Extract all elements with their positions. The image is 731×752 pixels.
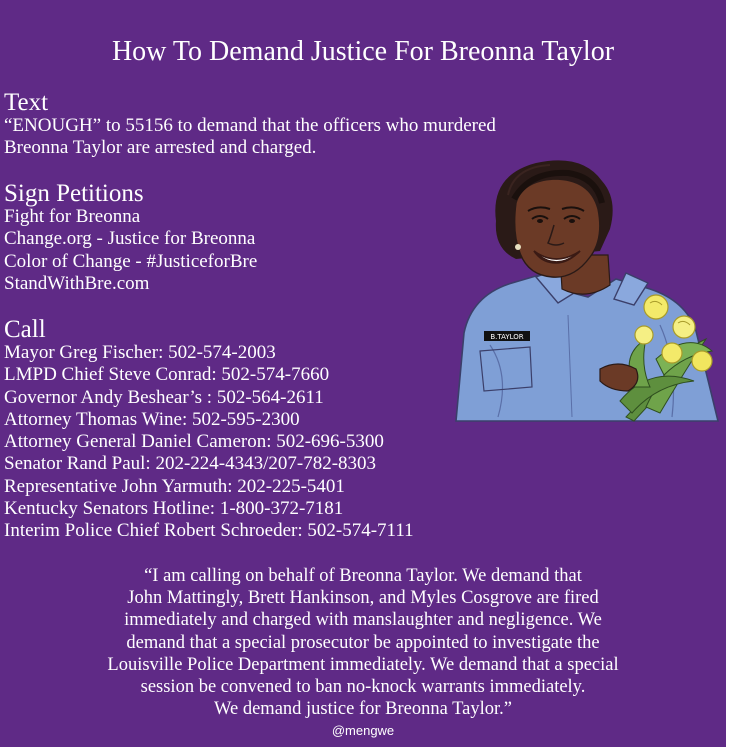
author-handle: @mengwe [331, 723, 395, 738]
petitions-heading: Sign Petitions [4, 180, 144, 207]
quote-line: We demand justice for Breonna Taylor.” [214, 699, 512, 720]
call-item: LMPD Chief Steve Conrad: 502-574-7660 [4, 364, 330, 386]
quote-line: John Mattingly, Brett Hankinson, and Myles Cosgrove are fired [127, 588, 599, 609]
petition-item: Change.org - Justice for Breonna [4, 228, 256, 250]
call-script-quote [0, 565, 726, 720]
quote-line: Louisville Police Department immediately. We demand that a special [107, 654, 619, 675]
quote-line: “I am calling on behalf of Breonna Taylor. We demand that [144, 566, 582, 586]
breonna-taylor-portrait [450, 155, 725, 427]
quote-line: demand that a special prosecutor be appointed to investigate the [126, 632, 600, 653]
call-item: Attorney Thomas Wine: 502-595-2300 [4, 408, 300, 430]
quote-line: session be convened to ban no-knock warrants immediately. [140, 677, 586, 698]
text-instruction-line: Breonna Taylor are arrested and charged. [4, 137, 317, 159]
text-instruction-line: “ENOUGH” to 55156 to demand that the officers who murdered [4, 115, 496, 136]
call-item: Attorney General Daniel Cameron: 502-696-5300 [4, 431, 384, 453]
call-heading: Call [4, 316, 46, 343]
petition-item: Color of Change - #JusticeforBre [4, 250, 258, 272]
page-title: How To Demand Justice For Breonna Taylor [111, 36, 615, 67]
text-section-heading: Text [4, 89, 49, 116]
call-item: Mayor Greg Fischer: 502-574-2003 [4, 342, 276, 363]
text-section [4, 91, 496, 160]
petitions-section [4, 182, 257, 295]
petition-item: Fight for Breonna [4, 206, 141, 227]
petition-item: StandWithBre.com [4, 272, 150, 294]
call-item: Governor Andy Beshear’s : 502-564-2611 [4, 386, 324, 408]
name-tag-text: B.TAYLOR [490, 333, 524, 341]
call-item: Representative John Yarmuth: 202-225-5401 [4, 475, 345, 497]
call-item: Kentucky Senators Hotline: 1-800-372-7181 [4, 498, 344, 520]
call-item: Interim Police Chief Robert Schroeder: 502-574-7111 [4, 520, 414, 542]
call-section [4, 318, 414, 543]
call-item: Senator Rand Paul: 202-224-4343/207-782-8303 [4, 453, 377, 475]
quote-line: immediately and charged with manslaughter and negligence. We [124, 610, 602, 631]
